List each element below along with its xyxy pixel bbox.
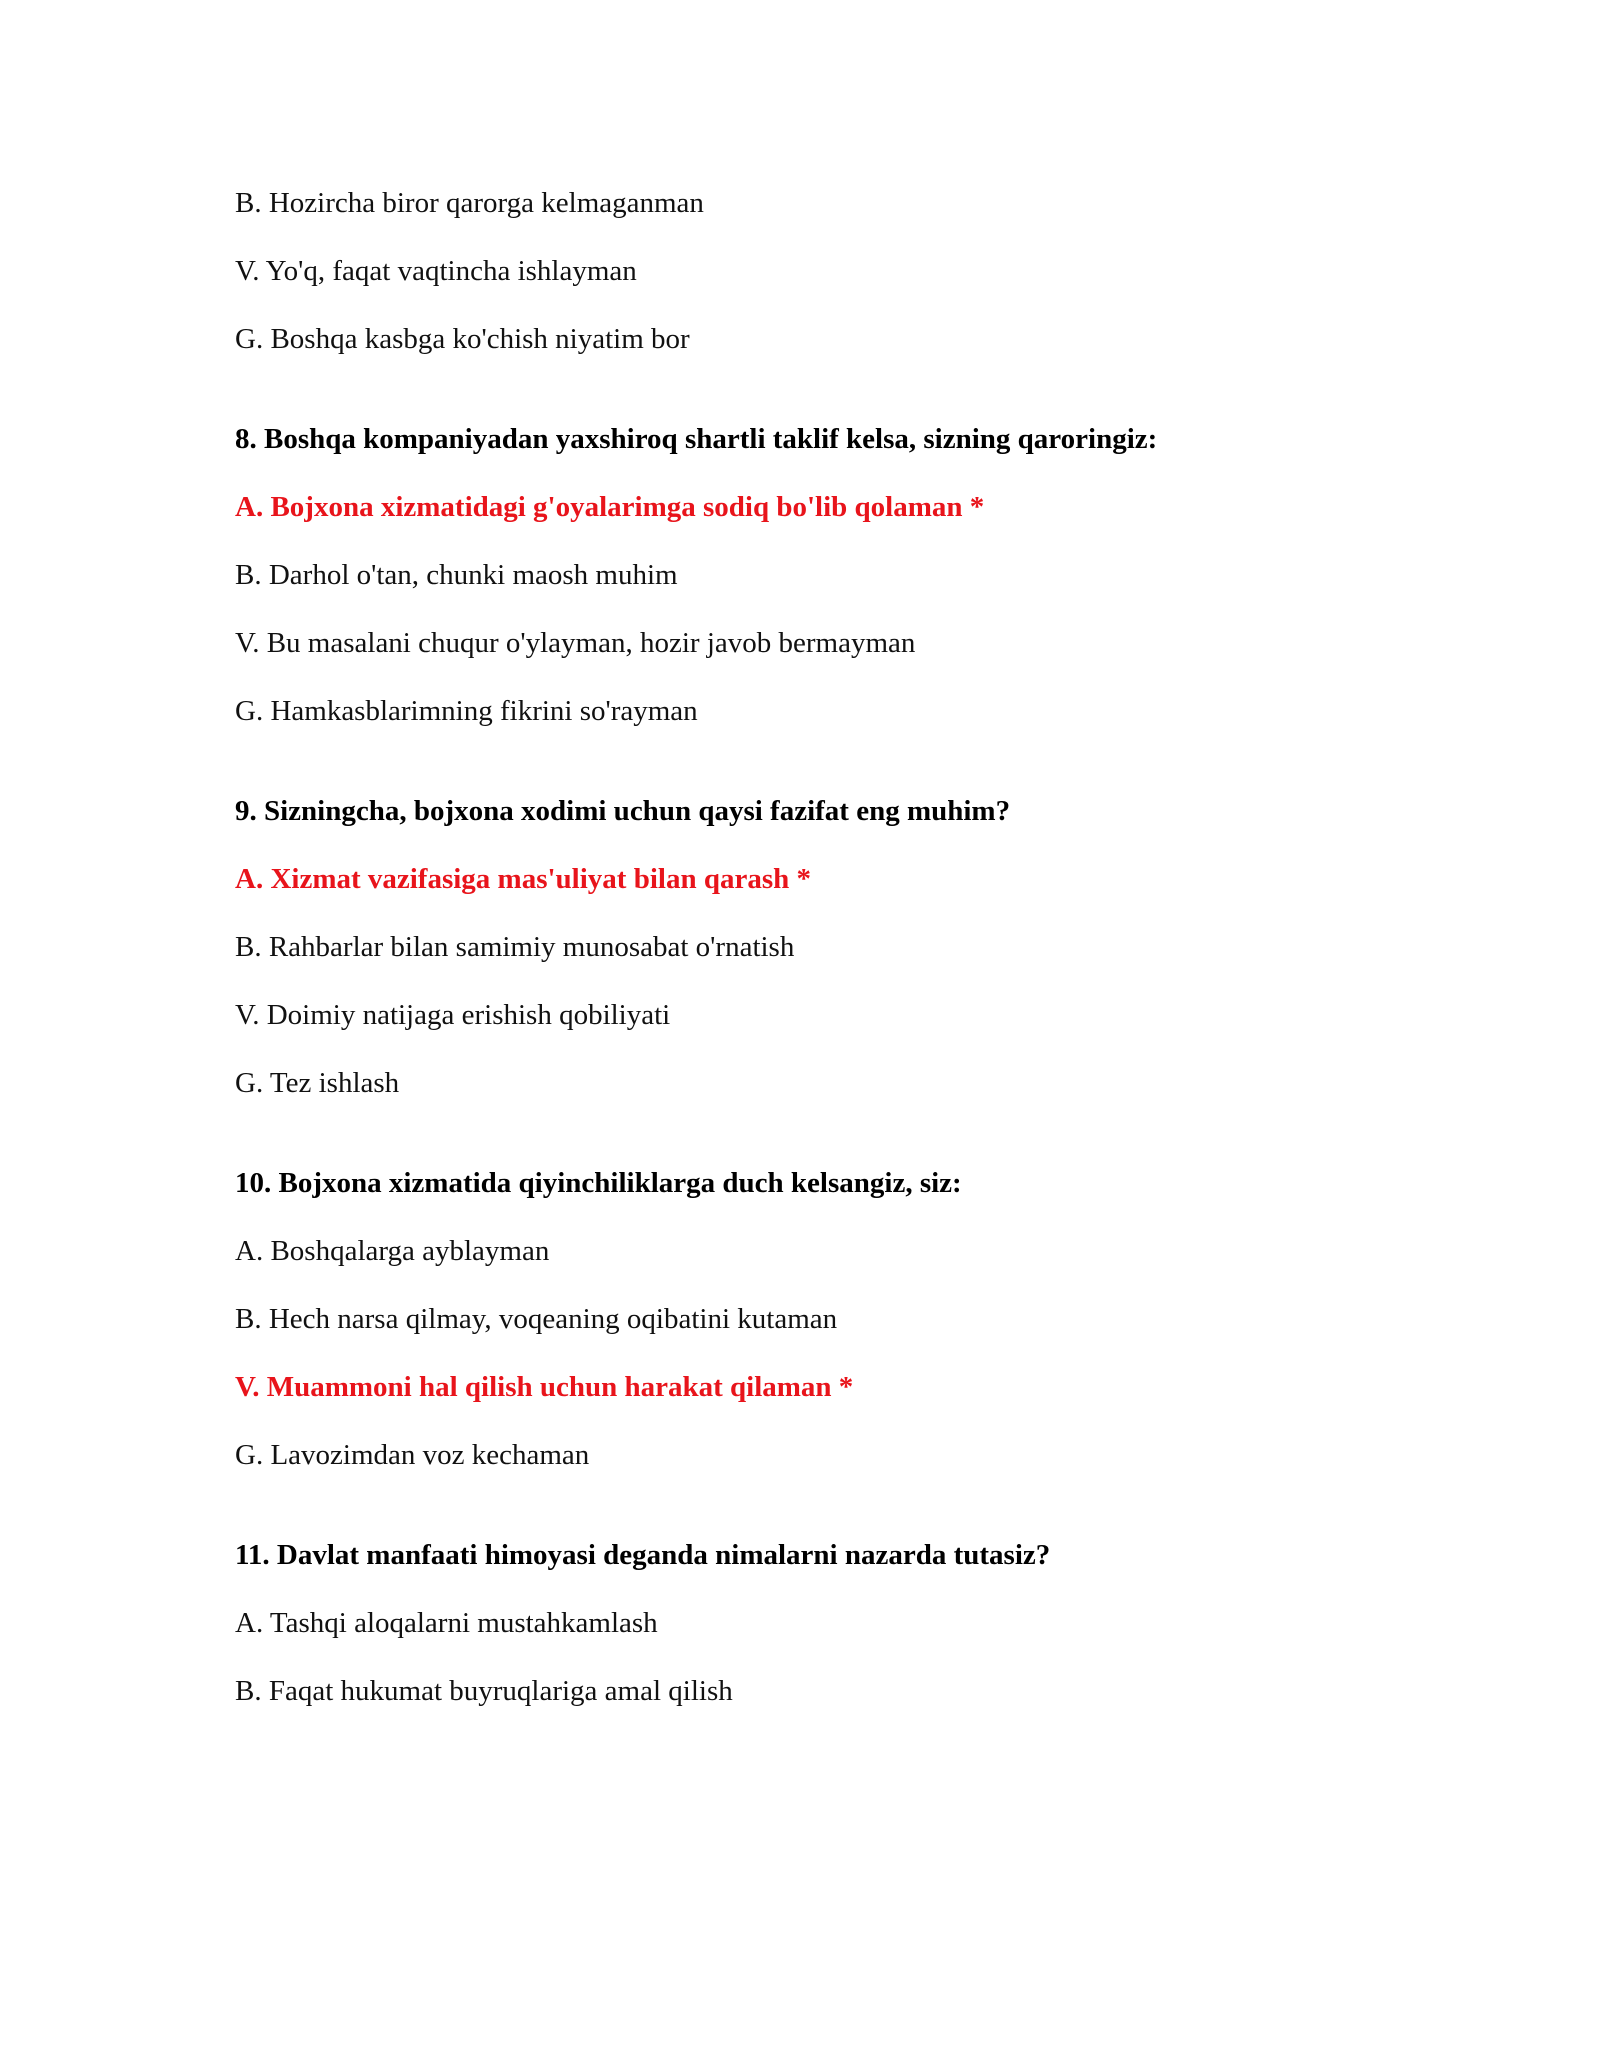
question-9: 9. Sizningcha, bojxona xodimi uchun qaysi fazifat eng muhim? [235, 795, 1011, 827]
option-line: B. Hech narsa qilmay, voqeaning oqibatini kutaman [235, 1303, 838, 1335]
spacer [235, 1472, 1435, 1538]
option-line: V. Doimiy natijaga erishish qobiliyati [235, 999, 671, 1031]
spacer [235, 1100, 1435, 1166]
option-line: G. Lavozimdan voz kechaman [235, 1439, 590, 1471]
option-line: V. Bu masalani chuqur o'ylayman, hozir javob bermayman [235, 627, 916, 659]
correct-answer: A. Xizmat vazifasiga mas'uliyat bilan qarash * [235, 863, 811, 895]
spacer [235, 356, 1435, 422]
question-10: 10. Bojxona xizmatida qiyinchiliklarga duch kelsangiz, siz: [235, 1167, 962, 1199]
correct-answer: A. Bojxona xizmatidagi g'oyalarimga sodiq bo'lib qolaman * [235, 491, 985, 523]
correct-answer: V. Muammoni hal qilish uchun harakat qilaman * [235, 1371, 854, 1403]
question-8: 8. Boshqa kompaniyadan yaxshiroq shartli taklif kelsa, sizning qaroringiz: [235, 423, 1158, 455]
option-line: B. Hozircha biror qarorga kelmaganman [235, 187, 704, 219]
option-line: G. Tez ishlash [235, 1067, 400, 1099]
spacer [235, 728, 1435, 794]
question-11: 11. Davlat manfaati himoyasi deganda nimalarni nazarda tutasiz? [235, 1539, 1051, 1571]
option-line: B. Rahbarlar bilan samimiy munosabat o'rnatish [235, 931, 795, 963]
option-line: V. Yo'q, faqat vaqtincha ishlayman [235, 255, 637, 287]
option-line: G. Hamkasblarimning fikrini so'rayman [235, 695, 698, 727]
option-line: B. Faqat hukumat buyruqlariga amal qilish [235, 1675, 733, 1707]
document-page [235, 186, 1435, 1742]
option-line: A. Boshqalarga ayblayman [235, 1235, 550, 1267]
option-line: G. Boshqa kasbga ko'chish niyatim bor [235, 323, 690, 355]
option-line: B. Darhol o'tan, chunki maosh muhim [235, 559, 678, 591]
option-line: A. Tashqi aloqalarni mustahkamlash [235, 1607, 658, 1639]
